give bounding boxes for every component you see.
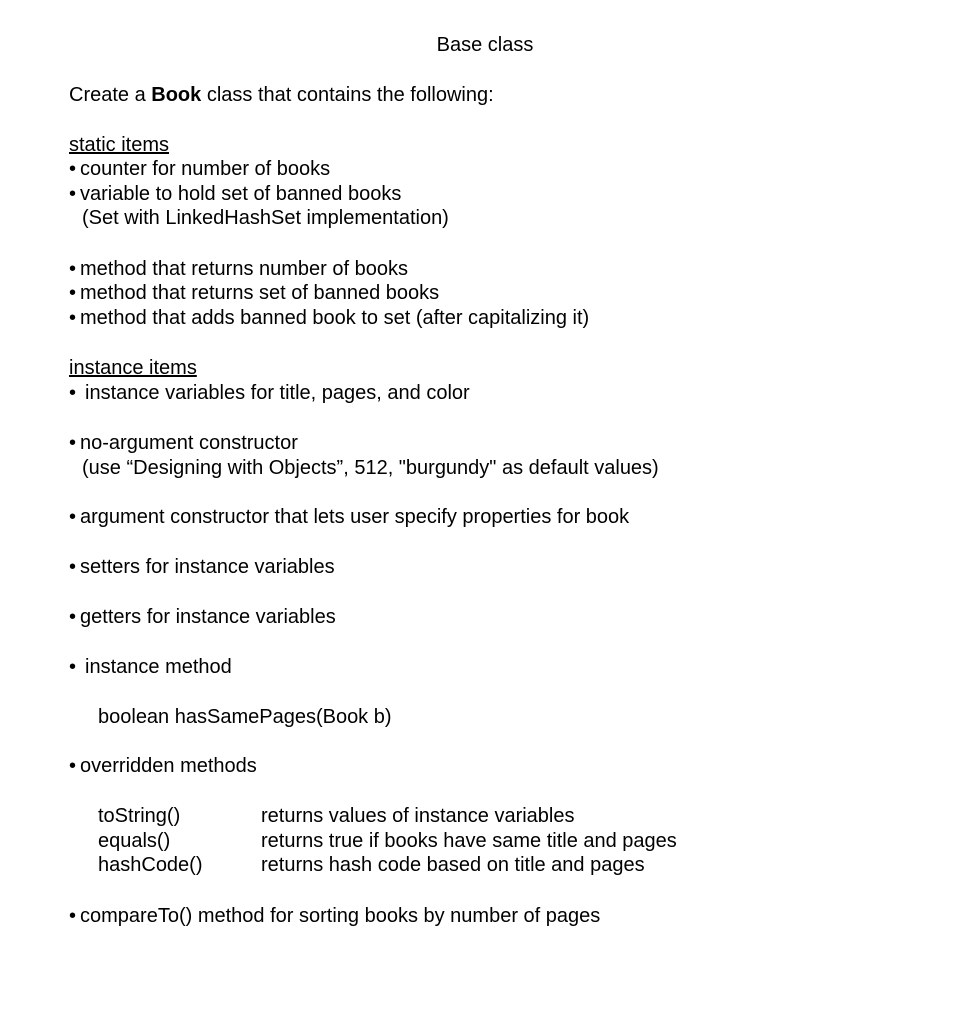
bullet-icon: •: [69, 432, 77, 454]
list-item-text: compareTo() method for sorting books by number of pages: [80, 905, 601, 927]
list-item-text: overridden methods: [80, 755, 257, 777]
list-item-note: (use “Designing with Objects”, 512, "burgundy" as default values): [82, 457, 659, 479]
list-item: [69, 655, 232, 679]
bullet-icon: •: [69, 905, 77, 927]
list-item-text: setters for instance variables: [80, 556, 335, 578]
intro-line: [69, 83, 494, 107]
list-item: [69, 381, 470, 405]
list-item-text: instance variables for title, pages, and color: [85, 382, 470, 404]
list-item-text: counter for number of books: [80, 158, 331, 180]
list-item-text: no-argument constructor: [80, 432, 298, 454]
bullet-icon: •: [69, 258, 77, 280]
list-item-note: (Set with LinkedHashSet implementation): [82, 207, 449, 229]
bullet-icon: •: [69, 506, 77, 528]
override-desc: returns true if books have same title and pages: [261, 830, 677, 852]
bullet-icon: •: [69, 307, 77, 329]
list-item-text: getters for instance variables: [80, 606, 336, 628]
list-item-text: method that adds banned book to set (after capitalizing it): [80, 307, 590, 329]
list-item: [69, 605, 336, 629]
bullet-icon: •: [69, 755, 77, 777]
bullet-icon: •: [69, 556, 77, 578]
bullet-icon: •: [69, 158, 77, 180]
list-item-text: argument constructor that lets user specify properties for book: [80, 506, 630, 528]
override-name: equals(): [98, 830, 171, 852]
list-item: [69, 431, 298, 455]
method-signature: boolean hasSamePages(Book b): [98, 706, 392, 728]
list-item: [69, 505, 629, 529]
override-desc: returns hash code based on title and pages: [261, 854, 645, 876]
page-title: Base class: [436, 34, 534, 56]
list-item: [69, 157, 330, 181]
list-item-text: method that returns number of books: [80, 258, 408, 280]
list-item-text: variable to hold set of banned books: [80, 183, 402, 205]
intro-prefix: Create a: [69, 84, 152, 106]
list-item: [69, 306, 589, 330]
override-name: hashCode(): [98, 854, 203, 876]
list-item: [69, 754, 257, 778]
intro-suffix: class that contains the following:: [201, 84, 494, 106]
list-item: [69, 281, 439, 305]
bullet-icon: •: [69, 183, 77, 205]
bullet-icon: •: [69, 282, 77, 304]
list-item-text: instance method: [85, 656, 232, 678]
instance-items-heading: instance items: [69, 357, 197, 379]
bullet-icon: •: [69, 606, 77, 628]
list-item: [69, 182, 401, 206]
list-item: [69, 555, 335, 579]
static-items-heading: static items: [69, 134, 170, 156]
intro-class-name: Book: [151, 84, 202, 106]
list-item: [69, 904, 600, 928]
override-desc: returns values of instance variables: [261, 805, 575, 827]
bullet-icon: •: [69, 382, 77, 404]
list-item: [69, 257, 408, 281]
override-name: toString(): [98, 805, 181, 827]
list-item-text: method that returns set of banned books: [80, 282, 440, 304]
bullet-icon: •: [69, 656, 77, 678]
